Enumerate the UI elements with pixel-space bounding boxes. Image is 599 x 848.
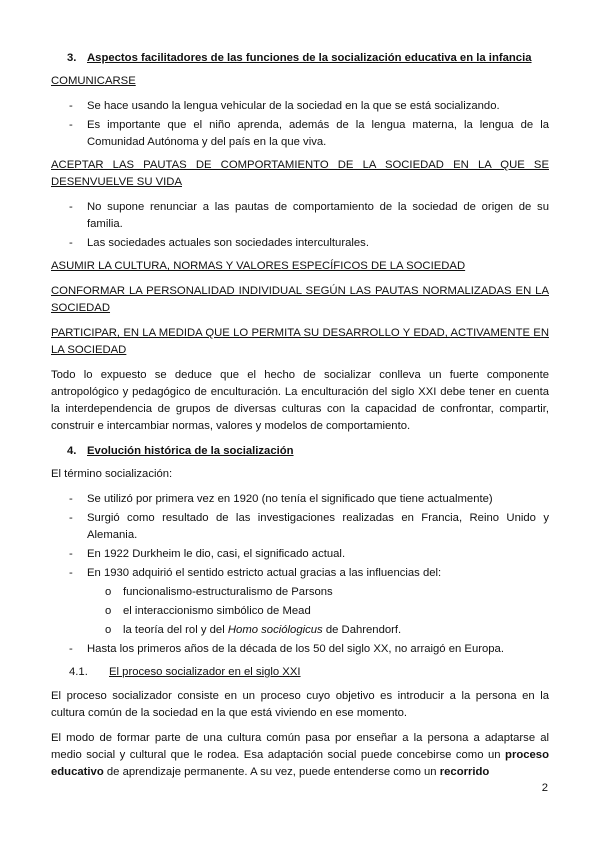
- sub-list-item: [51, 584, 549, 601]
- list-item-text: En 1930 adquirió el sentido estricto actual gracias a las influencias del:: [87, 567, 442, 579]
- document-page: [51, 50, 549, 789]
- list-item: [51, 235, 549, 252]
- dash-bullet: -: [69, 493, 73, 505]
- heading-aceptar: ACEPTAR LAS PAUTAS DE COMPORTAMIENTO DE LA SOCIEDAD EN LA QUE SE DESENVUELVE SU VIDA: [51, 159, 549, 188]
- list-item: [51, 510, 549, 544]
- summary-paragraph: Todo lo expuesto se deduce que el hecho de socializar conlleva un fuerte componente antropológico y pedagógico de enculturación. La enculturación del siglo XXI debe tener en cuenta la interdependencia de grupos de diversas culturas con la capacidad de confrontar, compartir, construir e intercambiar normas, valores y modelos de comportamiento.: [51, 369, 549, 432]
- dash-bullet: -: [69, 512, 73, 524]
- circle-bullet: o: [105, 624, 112, 636]
- section-number: 4.: [67, 445, 77, 457]
- paragraph-proceso: El proceso socializador consiste en un proceso cuyo objetivo es introducir a la persona en la cultura común de la sociedad en la que está viviendo en ese momento.: [51, 690, 549, 719]
- sub-list-item-text: de Dahrendorf.: [322, 624, 402, 636]
- list-item: [51, 117, 549, 151]
- subsection-title-text: El proceso socializador en el siglo XXI: [109, 666, 301, 678]
- heading-participar: PARTICIPAR, EN LA MEDIDA QUE LO PERMITA SU DESARROLLO Y EDAD, ACTIVAMENTE EN LA SOCIEDAD: [51, 327, 549, 356]
- section-title-text: Evolución histórica de la socialización: [87, 445, 294, 457]
- circle-bullet: o: [105, 605, 112, 617]
- section-3-title: [67, 50, 549, 67]
- list-item: [51, 199, 549, 233]
- comunicarse-list: [51, 98, 549, 151]
- subsection-number: 4.1.: [69, 666, 88, 678]
- circle-bullet: o: [105, 586, 112, 598]
- list-item-text: Es importante que el niño aprenda, además de la lengua materna, la lengua de la Comunidad Autónoma y del país en la que viva.: [87, 119, 549, 148]
- dash-bullet: -: [69, 643, 73, 655]
- heading-comunicarse: COMUNICARSE: [51, 75, 136, 87]
- influences-list: [87, 584, 549, 639]
- list-item: [51, 491, 549, 508]
- list-item-text: Se hace usando la lengua vehicular de la sociedad en la que se está socializando.: [87, 100, 500, 112]
- paragraph-modo: [51, 730, 549, 781]
- paragraph-text: de aprendizaje permanente. A su vez, puede entenderse como un: [103, 766, 440, 778]
- section-number: 3.: [67, 52, 77, 64]
- heading-asumir: ASUMIR LA CULTURA, NORMAS Y VALORES ESPECÍFICOS DE LA SOCIEDAD: [51, 260, 466, 272]
- paragraph-text: El modo de formar parte de una cultura común pasa por enseñar a la persona a adaptarse al medio social y cultural que le rodea. Esa adaptación social puede concebirse como un: [51, 732, 549, 761]
- section-title-text: Aspectos facilitadores de las funciones de la socialización educativa en la infancia: [87, 52, 532, 64]
- bold-term: proceso educativo: [51, 749, 549, 778]
- dash-bullet: -: [69, 100, 73, 112]
- dash-bullet: -: [69, 201, 73, 213]
- dash-bullet: -: [69, 119, 73, 131]
- list-item: [51, 641, 549, 658]
- homo-sociologicus-term: Homo sociólogicus: [227, 624, 323, 636]
- list-item-text: En 1922 Durkheim le dio, casi, el significado actual.: [87, 548, 346, 560]
- dash-bullet: -: [69, 237, 73, 249]
- sub-list-item-text: el interaccionismo simbólico de Mead: [123, 605, 311, 617]
- sub-list-item-text: la teoría del rol y del: [123, 624, 228, 636]
- list-item: [51, 565, 549, 639]
- heading-conformar: CONFORMAR LA PERSONALIDAD INDIVIDUAL SEGÚN LAS PAUTAS NORMALIZADAS EN LA SOCIEDAD: [51, 285, 549, 314]
- list-item-text: Surgió como resultado de las investigaciones realizadas en Francia, Reino Unido y Alemania.: [87, 512, 549, 541]
- page-number: 2: [541, 782, 548, 794]
- list-item-text: No supone renunciar a las pautas de comportamiento de la sociedad de origen de su familia.: [87, 201, 549, 230]
- sub-list-item: [51, 603, 549, 620]
- list-item: [51, 98, 549, 115]
- subsection-4-1-title: [69, 664, 549, 681]
- list-item: [51, 546, 549, 563]
- section-4-intro: El término socialización:: [51, 468, 173, 480]
- list-item-text: Se utilizó por primera vez en 1920 (no tenía el significado que tiene actualmente): [87, 493, 493, 505]
- dash-bullet: -: [69, 548, 73, 560]
- list-item-text: Las sociedades actuales son sociedades interculturales.: [87, 237, 369, 249]
- sub-list-item: [51, 622, 549, 639]
- dash-bullet: -: [69, 567, 73, 579]
- list-item-text: Hasta los primeros años de la década de los 50 del siglo XX, no arraigó en Europa.: [87, 643, 504, 655]
- section-4-title: [67, 443, 549, 460]
- socializacion-history-list: [51, 491, 549, 658]
- aceptar-list: [51, 199, 549, 252]
- bold-term: recorrido: [439, 766, 490, 778]
- sub-list-item-text: funcionalismo-estructuralismo de Parsons: [123, 586, 333, 598]
